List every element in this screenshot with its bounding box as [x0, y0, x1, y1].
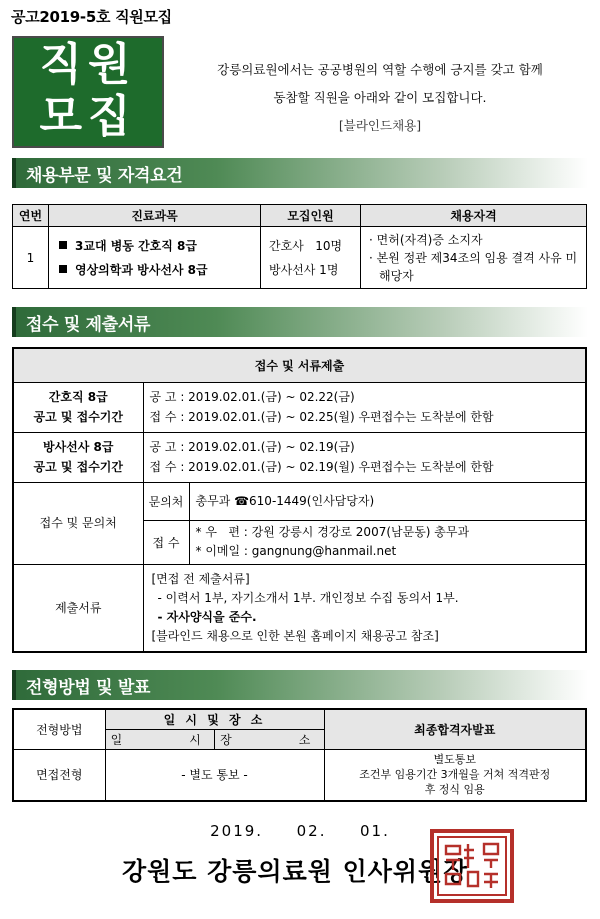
receipt-value	[189, 520, 586, 564]
row-dept	[49, 227, 261, 289]
radiology-label-1: 방사선사 8급	[43, 440, 114, 454]
announcement-date: 2019. 02. 01.	[210, 822, 390, 840]
contact-label: 접수 및 문의처	[13, 482, 143, 564]
positions-table	[12, 204, 587, 289]
docs-value	[143, 564, 586, 652]
recruitment-logo	[12, 36, 164, 148]
section-title: 채용부문 및 자격요건	[26, 166, 183, 186]
row-count	[261, 227, 361, 289]
notice-number: 공고2019-5호 직원모집	[11, 8, 172, 26]
inquiry-label: 문의처	[143, 482, 189, 520]
logo-line-1: 직원	[39, 39, 137, 90]
final-announcement-value	[324, 749, 586, 801]
final-line-2: 조건부 임용기간 3개월을 거쳐 적격판정	[359, 768, 551, 782]
table-row	[13, 564, 586, 652]
header-place: 장 소	[215, 729, 325, 749]
radiology-label-2: 공고 및 접수기간	[33, 460, 123, 474]
selection-table	[12, 708, 587, 802]
final-line-3: 후 정식 임용	[424, 783, 485, 797]
nurse-period-value	[143, 382, 586, 432]
receipt-email: * 이메일 : gangnung@hanmail.net	[195, 544, 397, 558]
docs-line-2: - 이력서 1부, 자기소개서 1부. 개인정보 수집 동의서 1부.	[157, 590, 459, 605]
dept-radiology: 영상의학과 방사선사 8급	[75, 262, 208, 277]
method-interview: 면접전형	[13, 749, 105, 801]
receipt-label: 접 수	[143, 520, 189, 564]
table-row	[13, 382, 586, 432]
header-final-announcement: 최종합격자발표	[324, 709, 586, 749]
issuer-signature: 강원도 강릉의료원 인사위원장	[122, 857, 469, 886]
nurse-notice: 공 고 : 2019.02.01.(금) ~ 02.22(금)	[149, 390, 355, 404]
section-header-positions	[12, 158, 588, 188]
table-header-row	[13, 348, 586, 382]
radiology-receipt: 접 수 : 2019.02.01.(금) ~ 02.19(월) 우편접수는 도착분에 한함	[149, 460, 494, 474]
table-row	[13, 749, 586, 801]
submission-table	[12, 347, 587, 653]
count-radiology: 방사선사 1명	[269, 262, 339, 277]
row-no: 1	[13, 227, 49, 289]
docs-line-4: [블라인드 채용으로 인한 본원 홈페이지 채용공고 참조]	[151, 628, 439, 643]
intro-blind-tag: [블라인드채용]	[338, 118, 422, 133]
table-row	[13, 432, 586, 482]
header-dept: 진료과목	[49, 205, 261, 227]
docs-line-3: - 자사양식을 준수.	[157, 609, 257, 624]
inquiry-value: 총무과 ☎610-1449(인사담당자)	[189, 482, 586, 520]
table-header-row	[13, 709, 586, 729]
docs-label: 제출서류	[13, 564, 143, 652]
docs-line-1: [면접 전 제출서류]	[151, 571, 250, 586]
header-datetime-place: 일 시 및 장 소	[105, 709, 324, 729]
logo-line-2: 모집	[39, 91, 137, 142]
row-qualification	[361, 227, 587, 289]
square-bullet-icon	[59, 241, 67, 249]
radiology-notice: 공 고 : 2019.02.01.(금) ~ 02.19(금)	[149, 440, 355, 454]
table-row	[13, 482, 586, 520]
header-no: 연번	[13, 205, 49, 227]
qual-disqualification: · 본원 정관 제34조의 임용 결격 사유 미 해당자	[369, 250, 578, 283]
intro-line-2: 동참할 직원을 아래와 같이 모집합니다.	[273, 90, 487, 105]
header-date: 일 시	[105, 729, 215, 749]
table-row	[13, 227, 587, 289]
final-line-1: 별도통보	[433, 753, 476, 767]
header-qualification: 채용자격	[361, 205, 587, 227]
radiology-period-label	[13, 432, 143, 482]
receipt-post: * 우 편 : 강원 강릉시 경강로 2007(남문동) 총무과	[195, 525, 470, 539]
section-header-submission	[12, 307, 588, 337]
section-title: 전형방법 및 발표	[26, 678, 151, 698]
schedule-value: - 별도 통보 -	[105, 749, 324, 801]
table-header-row	[13, 205, 587, 227]
radiology-period-value	[143, 432, 586, 482]
nurse-label-1: 간호직 8급	[48, 390, 108, 404]
count-nurse: 간호사 10명	[269, 238, 343, 253]
nurse-label-2: 공고 및 접수기간	[33, 410, 123, 424]
nurse-receipt: 접 수 : 2019.02.01.(금) ~ 02.25(월) 우편접수는 도착분에 한함	[149, 410, 494, 424]
nurse-period-label	[13, 382, 143, 432]
submission-table-title: 접수 및 서류제출	[13, 348, 586, 382]
section-title: 접수 및 제출서류	[26, 315, 151, 335]
section-header-selection	[12, 670, 588, 700]
official-seal-icon	[428, 828, 516, 904]
header-count: 모집인원	[261, 205, 361, 227]
square-bullet-icon	[59, 265, 67, 273]
dept-nurse: 3교대 병동 간호직 8급	[75, 238, 197, 253]
qual-license: · 면허(자격)증 소지자	[369, 232, 483, 247]
header-method: 전형방법	[13, 709, 105, 749]
intro-line-1: 강릉의료원에서는 공공병원의 역할 수행에 긍지를 갖고 함께	[217, 62, 543, 77]
